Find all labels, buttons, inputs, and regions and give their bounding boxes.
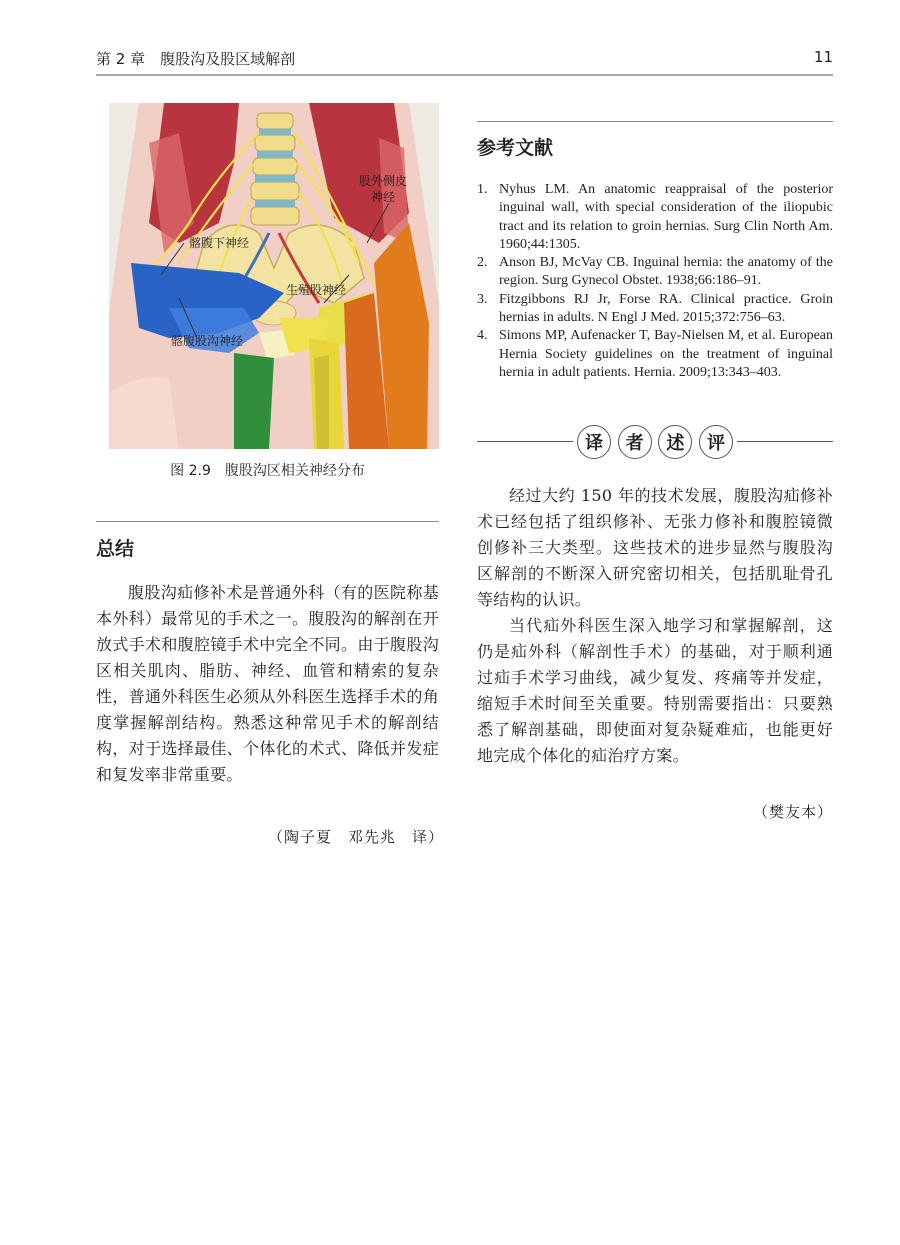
label-genitofemoral-nerve: 生殖股神经 <box>286 283 347 297</box>
reference-item: 2. Anson BJ, McVay CB. Inguinal hernia: the anatomy of the region. Surg Gynecol Obstet. 1938;66:186–91. <box>477 255 833 289</box>
label-lateral-femoral-cutaneous-nerve-line1: 股外侧皮 <box>359 174 408 188</box>
summary-title: 总结 <box>96 538 135 560</box>
references-title: 参考文献 <box>477 137 554 159</box>
label-iliohypogastric-nerve: 髂腹下神经 <box>189 236 250 250</box>
summary-text <box>96 580 439 788</box>
translators-signature: （陶子夏 邓先兆 译） <box>268 828 445 846</box>
label-ilioinguinal-nerve: 髂腹股沟神经 <box>171 334 244 348</box>
banner-char: 者 <box>618 425 652 459</box>
commentary-author: （樊友本） <box>752 803 833 821</box>
banner-char: 述 <box>658 425 692 459</box>
summary-paragraph: 腹股沟疝修补术是普通外科（有的医院称基本外科）最常见的手术之一。腹股沟的解剖在开放式手术和腹腔镜手术中完全不同。由于腹股沟区相关肌肉、脂肪、神经、血管和精索的复杂性，普通外科医生必须从外科医生选择手术的角度掌握解剖结构。熟悉这种常见手术的解剖结构，对于选择最佳、个体化的术式、降低并发症和复发率非常重要。 <box>96 583 439 784</box>
commentary-banner <box>477 423 833 461</box>
summary-rule <box>96 521 439 522</box>
reference-item: 4. Simons MP, Aufenacker T, Bay-Nielsen M, et al. European Hernia Society guidelines on the treatment of inguinal hernia in adult patients. Hernia. 2009;13:343–403. <box>477 328 833 380</box>
anatomy-figure <box>109 103 439 449</box>
reference-list <box>477 181 833 382</box>
figure-caption: 图 2.9 腹股沟区相关神经分布 <box>170 463 365 479</box>
page-header <box>96 44 833 76</box>
references-rule <box>477 121 833 122</box>
commentary-paragraph: 经过大约 150 年的技术发展，腹股沟疝修补术已经包括了组织修补、无张力修补和腹腔镜微创修补三大类型。这些技术的进步显然与腹股沟区解剖的不断深入研究密切相关，包括肌耻骨孔等结构的认识。 <box>477 486 833 609</box>
label-lateral-femoral-cutaneous-nerve-line2: 神经 <box>371 190 396 204</box>
banner-char: 评 <box>699 425 733 459</box>
chapter-title: 第 2 章 腹股沟及股区域解剖 <box>96 50 296 68</box>
reference-item: 3. Fitzgibbons RJ Jr, Forse RA. Clinical practice. Groin hernias in adults. N Engl J Med. 2015;372:756–63. <box>477 291 833 326</box>
anatomy-illustration <box>109 103 439 449</box>
banner-char: 译 <box>577 425 611 459</box>
reference-item: 1. Nyhus LM. An anatomic reappraisal of the posterior inguinal wall, with special consideration of the iliopubic tract and its relation to groin hernias. Surg Clin North Am. 1960;44:1305. <box>477 182 833 252</box>
commentary-paragraph: 当代疝外科医生深入地学习和掌握解剖，这仍是疝外科（解剖性手术）的基础，对于顺利通过疝手术学习曲线，减少复发、疼痛等并发症，缩短手术时间至关重要。特别需要指出：只要熟悉了解剖基础，即使面对复杂疑难疝，也能更好地完成个体化的疝治疗方案。 <box>477 616 833 765</box>
page-number: 11 <box>813 48 833 66</box>
commentary-text <box>477 483 833 769</box>
